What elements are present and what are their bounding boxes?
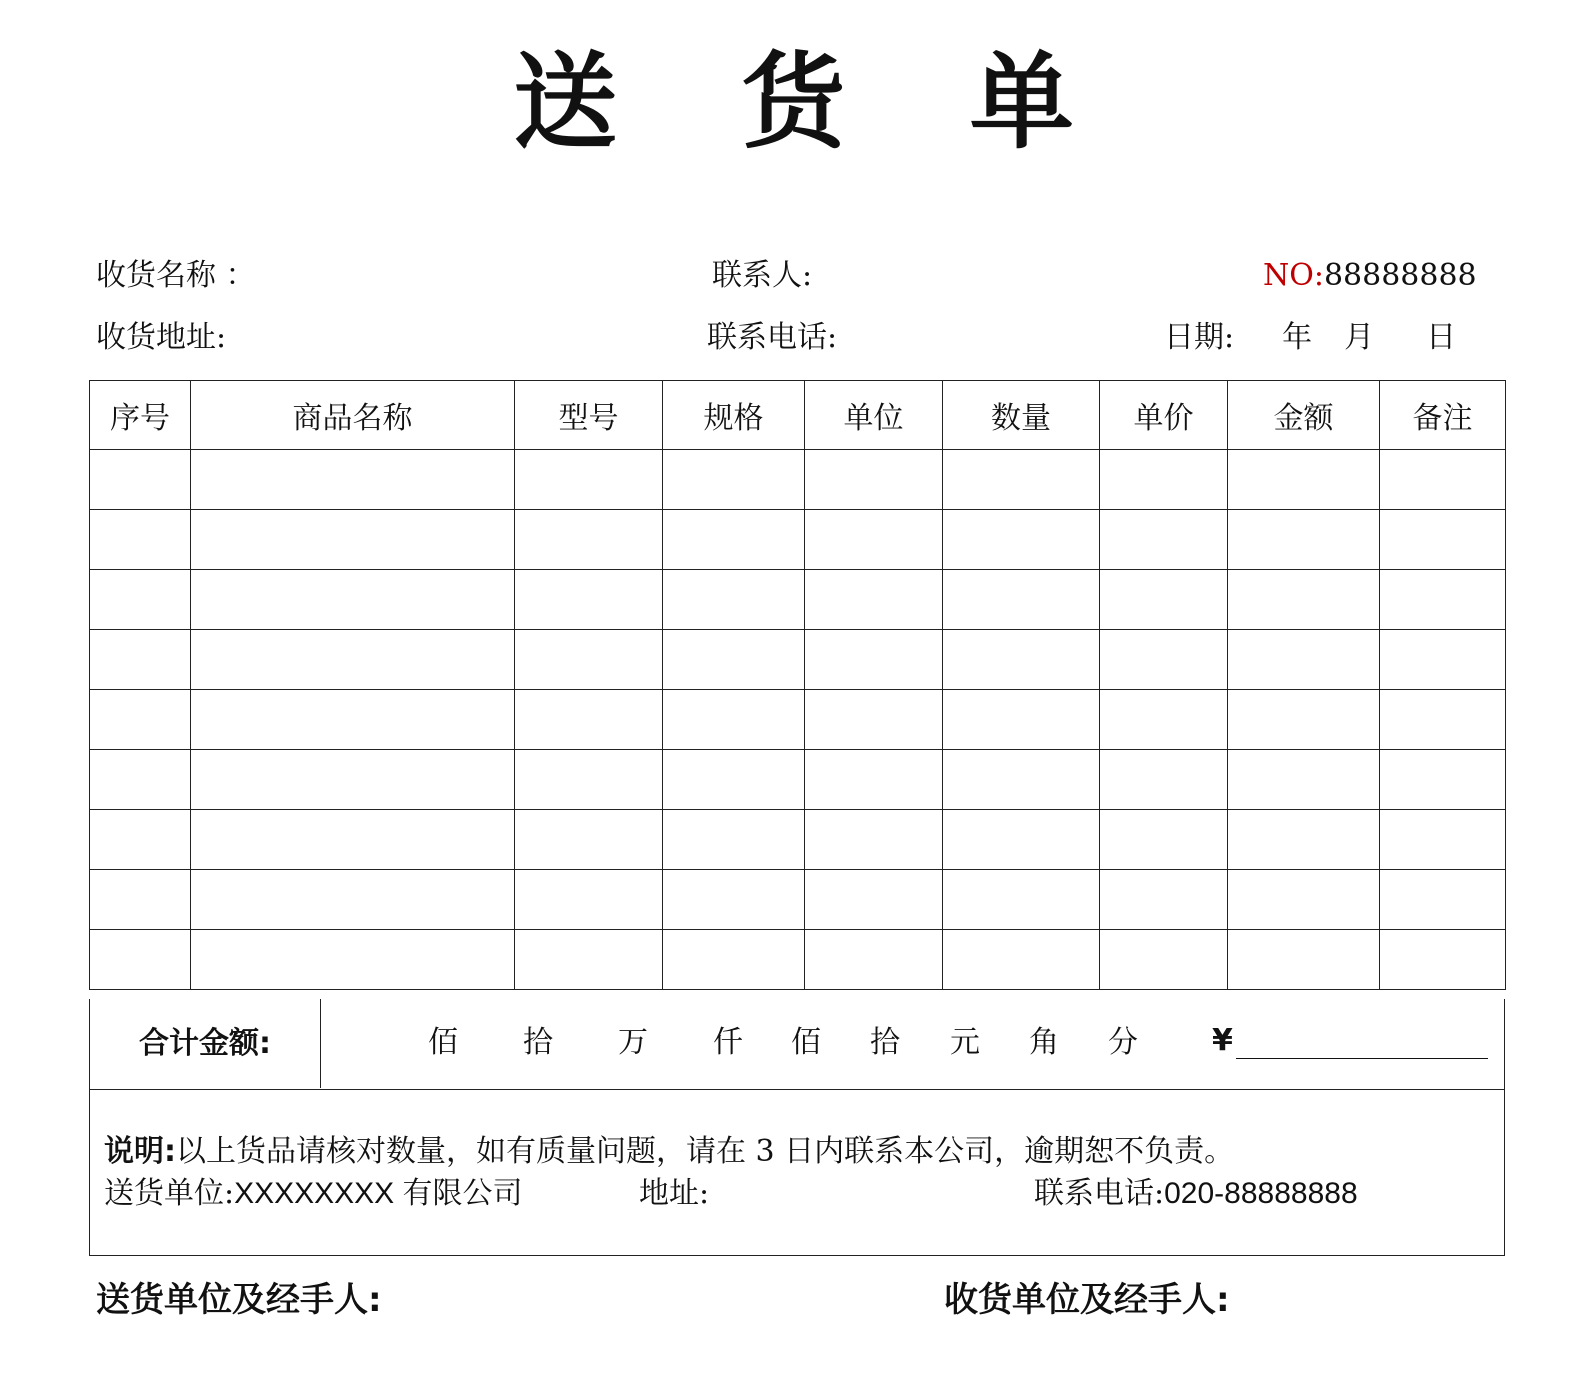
contact-label: 联系人: <box>712 258 813 293</box>
table-cell[interactable] <box>805 690 943 750</box>
goods-table <box>89 380 1506 990</box>
table-cell[interactable] <box>1228 810 1380 870</box>
table-row <box>90 510 1506 570</box>
table-cell[interactable] <box>515 930 663 990</box>
table-cell[interactable] <box>943 930 1100 990</box>
table-row <box>90 570 1506 630</box>
table-cell[interactable] <box>943 630 1100 690</box>
amount-underline <box>1236 1058 1488 1059</box>
table-cell[interactable] <box>1100 870 1228 930</box>
sender-company-line <box>104 1174 523 1214</box>
table-cell[interactable] <box>943 690 1100 750</box>
table-cell[interactable] <box>90 450 191 510</box>
table-cell[interactable] <box>1228 870 1380 930</box>
explanation-line <box>104 1132 1234 1172</box>
table-cell[interactable] <box>515 570 663 630</box>
table-row <box>90 630 1506 690</box>
table-cell[interactable] <box>1228 930 1380 990</box>
table-cell[interactable] <box>1380 870 1506 930</box>
table-cell[interactable] <box>1100 630 1228 690</box>
table-row <box>90 750 1506 810</box>
table-cell[interactable] <box>515 630 663 690</box>
goods-table-body <box>90 450 1506 990</box>
unit-qian: 仟 <box>713 1025 743 1060</box>
sender-address-label: 地址: <box>639 1176 710 1211</box>
currency-symbol: ¥ <box>1212 1023 1233 1058</box>
table-cell[interactable] <box>90 630 191 690</box>
unit-shi-2: 拾 <box>870 1025 900 1060</box>
table-cell[interactable] <box>515 450 663 510</box>
unit-shi-1: 拾 <box>523 1025 553 1060</box>
sender-phone-label: 联系电话: <box>1034 1176 1165 1211</box>
table-cell[interactable] <box>663 630 805 690</box>
table-row <box>90 690 1506 750</box>
table-cell[interactable] <box>515 810 663 870</box>
table-cell[interactable] <box>515 510 663 570</box>
table-cell[interactable] <box>1228 450 1380 510</box>
table-cell[interactable] <box>1228 510 1380 570</box>
table-cell[interactable] <box>805 810 943 870</box>
document-title: 送 货 单 <box>513 41 1118 163</box>
table-cell[interactable] <box>1228 690 1380 750</box>
sender-company-label: 送货单位: <box>104 1176 235 1211</box>
table-cell[interactable] <box>191 810 515 870</box>
unit-yuan: 元 <box>950 1025 980 1060</box>
table-cell[interactable] <box>191 510 515 570</box>
notes-section <box>89 1090 1505 1256</box>
sender-phone-line <box>1034 1174 1358 1214</box>
table-cell[interactable] <box>1228 570 1380 630</box>
table-cell[interactable] <box>1100 750 1228 810</box>
table-cell[interactable] <box>90 930 191 990</box>
document-number-value: 88888888 <box>1323 258 1477 293</box>
table-cell[interactable] <box>1380 810 1506 870</box>
table-cell[interactable] <box>663 510 805 570</box>
column-header-unit: 单位 <box>805 381 943 450</box>
unit-fen: 分 <box>1108 1025 1138 1060</box>
column-header-amount: 金额 <box>1228 381 1380 450</box>
column-header-index: 序号 <box>90 381 191 450</box>
table-cell[interactable] <box>1100 450 1228 510</box>
table-cell[interactable] <box>1380 690 1506 750</box>
table-cell[interactable] <box>191 690 515 750</box>
table-cell[interactable] <box>805 570 943 630</box>
table-cell[interactable] <box>1380 750 1506 810</box>
table-cell[interactable] <box>943 810 1100 870</box>
table-cell[interactable] <box>943 450 1100 510</box>
table-cell[interactable] <box>90 690 191 750</box>
consignee-label: 收货名称 ： <box>96 258 256 293</box>
table-cell[interactable] <box>90 750 191 810</box>
sender-phone-value: 020-88888888 <box>1164 1177 1358 1210</box>
unit-jiao: 角 <box>1029 1025 1059 1060</box>
table-cell[interactable] <box>191 870 515 930</box>
date-month-label: 月 <box>1344 320 1375 355</box>
date-day-label: 日 <box>1426 320 1457 355</box>
date-label: 日期: <box>1164 320 1235 355</box>
table-cell[interactable] <box>805 870 943 930</box>
table-cell[interactable] <box>90 810 191 870</box>
unit-bai-2: 佰 <box>791 1025 821 1060</box>
table-cell[interactable] <box>191 930 515 990</box>
phone-label: 联系电话: <box>707 320 838 355</box>
table-cell[interactable] <box>1380 450 1506 510</box>
column-header-unit-price: 单价 <box>1100 381 1228 450</box>
total-amount-label: 合计金额: <box>90 999 321 1088</box>
table-cell[interactable] <box>515 690 663 750</box>
table-cell[interactable] <box>1380 930 1506 990</box>
table-row <box>90 810 1506 870</box>
table-cell[interactable] <box>1100 810 1228 870</box>
table-cell[interactable] <box>1380 510 1506 570</box>
table-row <box>90 870 1506 930</box>
table-cell[interactable] <box>191 570 515 630</box>
table-cell[interactable] <box>1228 630 1380 690</box>
table-cell[interactable] <box>805 930 943 990</box>
document-number <box>1263 256 1477 296</box>
table-cell[interactable] <box>90 510 191 570</box>
table-cell[interactable] <box>1380 570 1506 630</box>
table-cell[interactable] <box>191 750 515 810</box>
table-cell[interactable] <box>515 750 663 810</box>
table-cell[interactable] <box>663 930 805 990</box>
address-label: 收货地址: <box>96 320 227 355</box>
table-cell[interactable] <box>943 750 1100 810</box>
table-cell[interactable] <box>1100 570 1228 630</box>
table-cell[interactable] <box>1380 630 1506 690</box>
unit-wan: 万 <box>618 1025 648 1060</box>
date-field <box>1164 318 1456 358</box>
receiver-signature-label: 收货单位及经手人: <box>944 1280 1230 1320</box>
table-cell[interactable] <box>191 450 515 510</box>
sender-signature-label: 送货单位及经手人: <box>96 1280 382 1320</box>
table-cell[interactable] <box>663 570 805 630</box>
table-cell[interactable] <box>805 630 943 690</box>
table-cell[interactable] <box>1100 930 1228 990</box>
document-number-label: NO: <box>1263 258 1324 293</box>
total-amount-row <box>89 999 1505 1090</box>
column-header-remarks: 备注 <box>1380 381 1506 450</box>
table-cell[interactable] <box>191 630 515 690</box>
table-cell[interactable] <box>943 870 1100 930</box>
table-cell[interactable] <box>663 450 805 510</box>
table-cell[interactable] <box>90 870 191 930</box>
table-header-row <box>90 381 1506 450</box>
table-cell[interactable] <box>943 510 1100 570</box>
table-cell[interactable] <box>515 870 663 930</box>
table-row <box>90 930 1506 990</box>
column-header-model: 型号 <box>515 381 663 450</box>
table-cell[interactable] <box>943 570 1100 630</box>
table-cell[interactable] <box>663 750 805 810</box>
column-header-spec: 规格 <box>663 381 805 450</box>
table-cell[interactable] <box>90 570 191 630</box>
table-cell[interactable] <box>1228 750 1380 810</box>
unit-bai-1: 佰 <box>428 1025 458 1060</box>
table-cell[interactable] <box>663 810 805 870</box>
table-cell[interactable] <box>663 870 805 930</box>
date-year-label: 年 <box>1282 320 1313 355</box>
explanation-text: 以上货品请核对数量，如有质量问题，请在 3 日内联系本公司，逾期恕不负责。 <box>176 1134 1235 1169</box>
table-cell[interactable] <box>663 690 805 750</box>
column-header-product-name: 商品名称 <box>191 381 515 450</box>
table-cell[interactable] <box>1100 690 1228 750</box>
explanation-label: 说明: <box>104 1134 176 1169</box>
table-cell[interactable] <box>1100 510 1228 570</box>
table-cell[interactable] <box>805 450 943 510</box>
sender-company-value: XXXXXXXX 有限公司 <box>234 1177 523 1210</box>
table-cell[interactable] <box>805 510 943 570</box>
table-cell[interactable] <box>805 750 943 810</box>
column-header-quantity: 数量 <box>943 381 1100 450</box>
table-row <box>90 450 1506 510</box>
